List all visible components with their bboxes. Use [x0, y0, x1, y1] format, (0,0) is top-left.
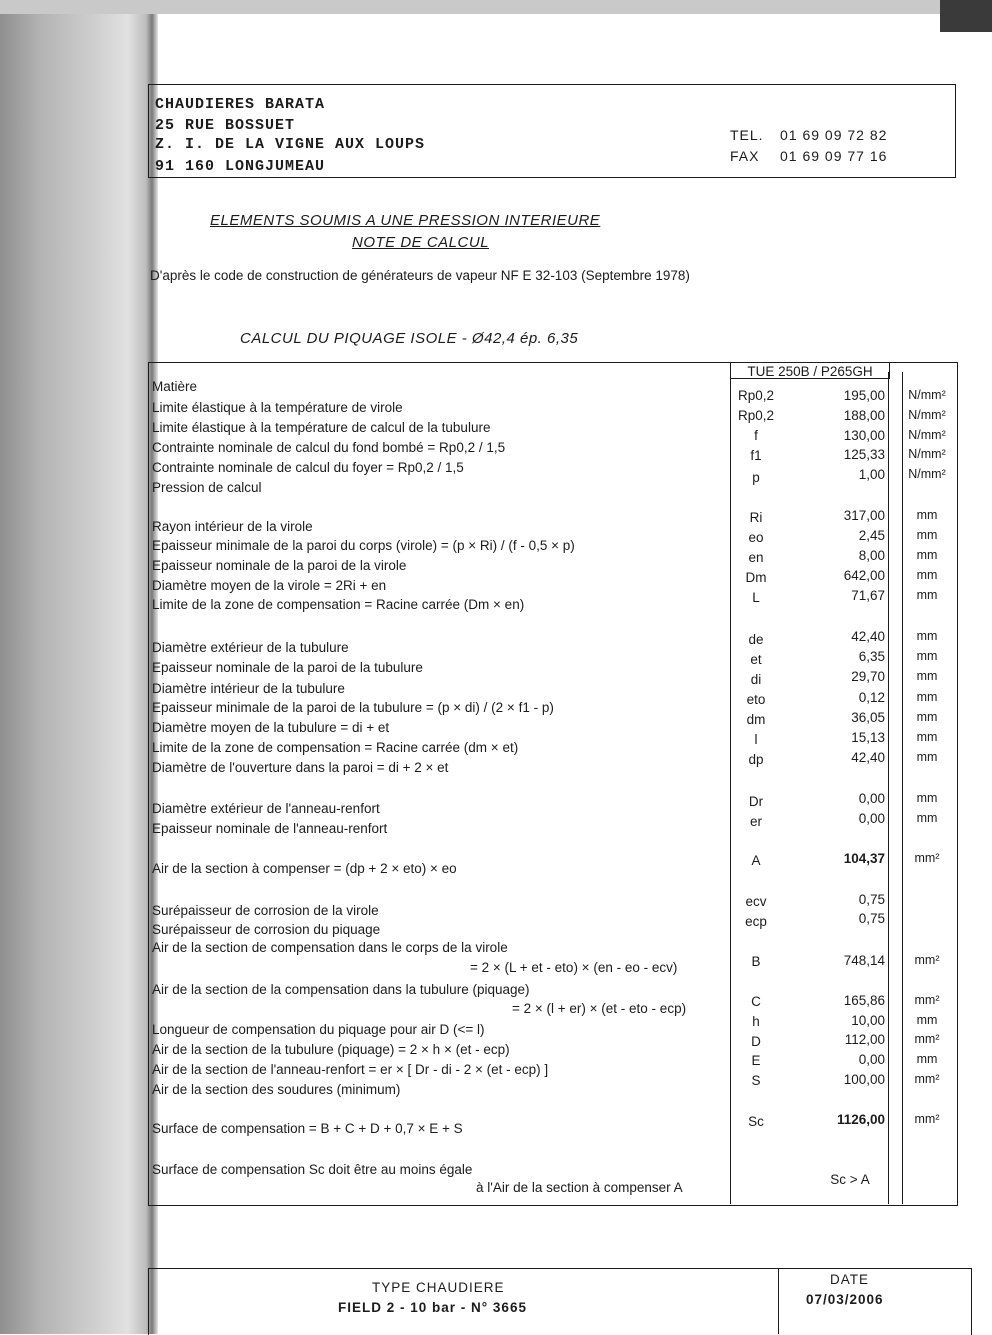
- unit-di: mm: [916, 669, 938, 683]
- unit-ri: mm: [916, 508, 938, 522]
- label-matiere: Matière: [152, 379, 198, 394]
- val-h: 10,00: [851, 1013, 885, 1028]
- unit-e: mm: [916, 1052, 938, 1066]
- unit-rp02-virole: N/mm²: [908, 388, 946, 402]
- scan-binding-shadow: [0, 0, 158, 1334]
- unit-eto: mm: [916, 690, 938, 704]
- label-dp: Diamètre de l'ouverture dans la paroi = di + 2 × et: [152, 760, 449, 775]
- val-c: 165,86: [843, 993, 885, 1008]
- label-dm-tubulure: Diamètre moyen de la tubulure = di + et: [152, 720, 390, 735]
- sym-rp02-virole: Rp0,2: [737, 388, 775, 403]
- sym-p: p: [752, 470, 760, 485]
- sym-en: en: [748, 550, 764, 565]
- unit-dp: mm: [916, 750, 938, 764]
- sym-rp02-tubulure: Rp0,2: [737, 408, 775, 423]
- unit-d: mm²: [914, 1032, 940, 1046]
- sym-ri: Ri: [749, 510, 763, 525]
- sym-dm-tubulure: dm: [746, 712, 766, 727]
- val-dr: 0,00: [858, 791, 885, 806]
- unit-h: mm: [916, 1013, 938, 1027]
- boiler-model: FIELD 2 - 10 bar - N° 3665: [338, 1300, 527, 1315]
- label-e: Air de la section de l'anneau-renfort = er × [ Dr - di - 2 × (et - ecp) ]: [152, 1062, 549, 1077]
- unit-a: mm²: [914, 851, 940, 865]
- val-dm-virole: 642,00: [843, 568, 885, 583]
- unit-dm-virole: mm: [916, 568, 938, 582]
- column-divider-value: [888, 372, 889, 1204]
- unit-et: mm: [916, 649, 938, 663]
- unit-rp02-tubulure: N/mm²: [908, 408, 946, 422]
- label-f1: Contrainte nominale de calcul du foyer = Rp0,2 / 1,5: [152, 460, 464, 475]
- sym-di: di: [750, 672, 762, 687]
- label-c-formula: = 2 × (l + er) × (et - eto - ecp): [512, 1001, 687, 1016]
- val-et: 6,35: [858, 649, 885, 664]
- unit-en: mm: [916, 548, 938, 562]
- date-label: DATE: [830, 1272, 870, 1287]
- val-en: 8,00: [858, 548, 885, 563]
- val-de: 42,40: [851, 629, 885, 644]
- label-f: Contrainte nominale de calcul du fond bombé = Rp0,2 / 1,5: [152, 440, 506, 455]
- label-rp02-virole: Limite élastique à la température de virole: [152, 400, 403, 415]
- label-dm-virole: Diamètre moyen de la virole = 2Ri + en: [152, 578, 387, 593]
- val-d: 112,00: [844, 1032, 885, 1047]
- document-date: 07/03/2006: [806, 1292, 884, 1307]
- unit-s: mm²: [914, 1072, 940, 1086]
- sym-sc: Sc: [748, 1114, 764, 1129]
- boiler-type-label: TYPE CHAUDIERE: [372, 1280, 505, 1295]
- calculation-title: CALCUL DU PIQUAGE ISOLE - Ø42,4 ép. 6,35: [240, 330, 579, 347]
- label-de: Diamètre extérieur de la tubulure: [152, 640, 349, 655]
- val-a: 104,37: [843, 851, 885, 866]
- label-a: Air de la section à compenser = (dp + 2 × eto) × eo: [152, 861, 457, 876]
- label-sc: Surface de compensation = B + C + D + 0,7 × E + S: [152, 1121, 463, 1136]
- label-p: Pression de calcul: [152, 480, 262, 495]
- unit-eo: mm: [916, 528, 938, 542]
- sym-dm-virole: Dm: [745, 570, 767, 585]
- label-en: Epaisseur nominale de la paroi de la virole: [152, 558, 407, 573]
- label-c: Air de la section de la compensation dans la tubulure (piquage): [152, 982, 530, 997]
- company-city: 91 160 LONGJUMEAU: [155, 158, 326, 175]
- label-et: Epaisseur nominale de la paroi de la tubulure: [152, 660, 423, 675]
- fax-label: FAX: [730, 148, 760, 164]
- val-rp02-tubulure: 188,00: [843, 408, 885, 423]
- label-eto: Epaisseur minimale de la paroi de la tubulure = (p × di) / (2 × f1 - p): [152, 700, 554, 715]
- label-rp02-tubulure: Limite élastique à la température de calcul de la tubulure: [152, 420, 491, 435]
- val-ri: 317,00: [843, 508, 885, 523]
- sym-f: f: [754, 428, 758, 443]
- sym-h: h: [752, 1014, 760, 1029]
- val-ecv: 0,75: [858, 892, 885, 907]
- title-part-b: PRESSION INTERIEURE: [418, 212, 601, 229]
- sym-dr: Dr: [748, 794, 764, 809]
- label-ecv: Surépaisseur de corrosion de la virole: [152, 903, 379, 918]
- label-er: Epaisseur nominale de l'anneau-renfort: [152, 821, 388, 836]
- val-f1: 125,33: [843, 447, 885, 462]
- material-grade: TUE 250B / P265GH: [747, 364, 873, 379]
- val-er: 0,00: [858, 811, 885, 826]
- sym-ecv: ecv: [745, 894, 767, 909]
- val-dm-tubulure: 36,05: [851, 710, 885, 725]
- label-d: Air de la section de la tubulure (piquage) = 2 × h × (et - ecp): [152, 1042, 510, 1057]
- sym-e: E: [751, 1053, 761, 1068]
- label-di: Diamètre intérieur de la tubulure: [152, 681, 345, 696]
- label-eo: Epaisseur minimale de la paroi du corps (virole) = (p × Ri) / (f - 0,5 × p): [152, 538, 575, 553]
- sym-s: S: [751, 1073, 761, 1088]
- label-condition: Surface de compensation Sc doit être au moins égale: [152, 1162, 473, 1177]
- subtitle-part-b: CALCUL: [426, 234, 490, 251]
- val-p: 1,00: [858, 467, 885, 482]
- scan-corner-mark: [940, 0, 992, 32]
- sym-l: L: [752, 590, 760, 605]
- label-s: Air de la section des soudures (minimum): [152, 1082, 401, 1097]
- sym-dp: dp: [748, 752, 764, 767]
- label-condition-2: à l'Air de la section à compenser A: [476, 1180, 683, 1195]
- document-page: [150, 0, 992, 1334]
- label-l-small: Limite de la zone de compensation = Racine carrée (dm × et): [152, 740, 519, 755]
- scan-top-edge: [0, 0, 992, 14]
- code-reference: D'après le code de construction de générateurs de vapeur NF E 32-103 (Septembre 1978): [150, 268, 690, 283]
- company-zone: Z. I. DE LA VIGNE AUX LOUPS: [155, 136, 426, 153]
- val-l: 71,67: [851, 588, 885, 603]
- label-ri: Rayon intérieur de la virole: [152, 519, 313, 534]
- sym-ecp: ecp: [745, 914, 767, 929]
- val-dp: 42,40: [851, 750, 885, 765]
- document-subtitle: [352, 234, 489, 251]
- val-b: 748,14: [843, 953, 885, 968]
- unit-de: mm: [916, 629, 938, 643]
- val-s: 100,00: [843, 1072, 885, 1087]
- val-e: 0,00: [858, 1052, 885, 1067]
- sym-eto: eto: [746, 692, 766, 707]
- tel-label: TEL.: [730, 127, 764, 143]
- unit-dr: mm: [916, 791, 938, 805]
- val-rp02-virole: 195,00: [843, 388, 885, 403]
- sym-a: A: [751, 853, 761, 868]
- val-eo: 2,45: [858, 528, 885, 543]
- label-l: Limite de la zone de compensation = Racine carrée (Dm × en): [152, 597, 525, 612]
- unit-c: mm²: [914, 993, 940, 1007]
- label-ecp: Surépaisseur de corrosion du piquage: [152, 922, 381, 937]
- company-street: 25 RUE BOSSUET: [155, 117, 296, 134]
- unit-p: N/mm²: [908, 467, 946, 481]
- sym-et: et: [750, 652, 762, 667]
- val-eto: 0,12: [858, 690, 885, 705]
- label-h: Longueur de compensation du piquage pour air D (<= l): [152, 1022, 485, 1037]
- sym-eo: eo: [748, 530, 764, 545]
- sym-b: B: [751, 954, 761, 969]
- val-l-small: 15,13: [851, 730, 885, 745]
- unit-er: mm: [916, 811, 938, 825]
- tel-number: 01 69 09 72 82: [780, 127, 888, 143]
- unit-f: N/mm²: [908, 428, 946, 442]
- unit-b: mm²: [914, 953, 940, 967]
- label-b-formula: = 2 × (L + et - eto) × (en - eo - ecv): [470, 960, 678, 975]
- unit-f1: N/mm²: [908, 447, 946, 461]
- title-part-a: ELEMENTS SOUMIS A UNE: [210, 212, 419, 229]
- sym-c: C: [751, 994, 761, 1009]
- unit-dm-tubulure: mm: [916, 710, 938, 724]
- unit-sc: mm²: [914, 1112, 940, 1126]
- val-ecp: 0,75: [858, 911, 885, 926]
- sym-de: de: [748, 632, 764, 647]
- val-f: 130,00: [843, 428, 885, 443]
- subtitle-part-a: NOTE DE: [352, 234, 427, 251]
- sym-d: D: [751, 1034, 761, 1049]
- sym-er: er: [749, 814, 762, 829]
- sym-l-small: l: [754, 732, 758, 747]
- company-name: CHAUDIERES BARATA: [155, 96, 326, 113]
- unit-l: mm: [916, 588, 938, 602]
- val-di: 29,70: [851, 669, 885, 684]
- document-title: [210, 212, 600, 229]
- conclusion: Sc > A: [830, 1172, 870, 1187]
- fax-number: 01 69 09 77 16: [780, 148, 888, 164]
- label-dr: Diamètre extérieur de l'anneau-renfort: [152, 801, 380, 816]
- unit-l-small: mm: [916, 730, 938, 744]
- footer-divider: [778, 1268, 779, 1334]
- val-sc: 1126,00: [836, 1112, 885, 1127]
- label-b: Air de la section de compensation dans le corps de la virole: [152, 940, 508, 955]
- sym-f1: f1: [750, 448, 762, 463]
